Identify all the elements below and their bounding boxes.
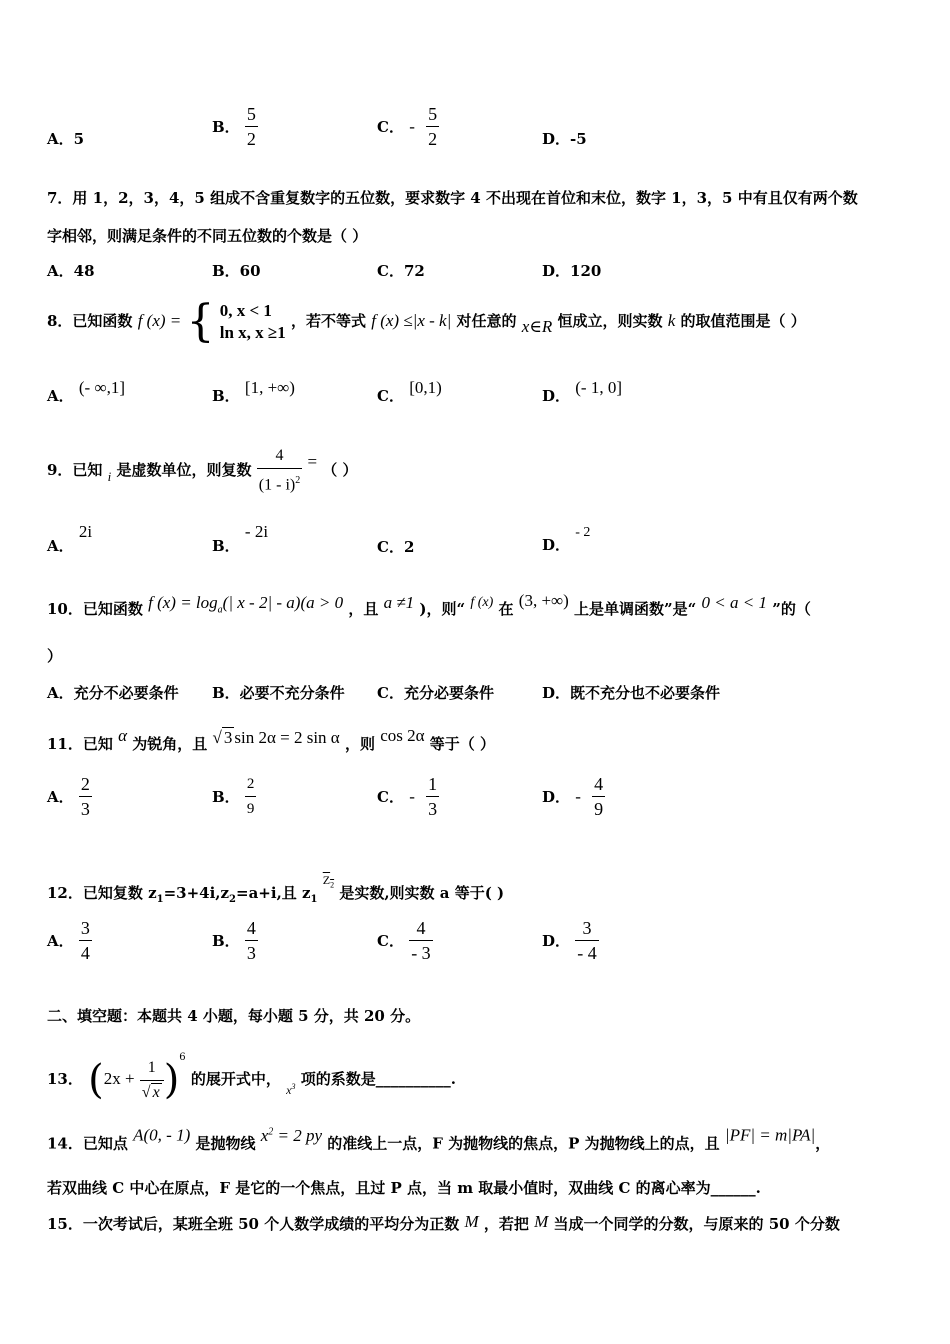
func-main: f (x) = log [148, 593, 218, 612]
q8-mid2: 对任意的 [456, 312, 517, 330]
q13-prefix: 13． [47, 1070, 83, 1088]
denominator: 3 [245, 940, 258, 963]
q14-line2: 若双曲线 C 中心在原点，F 是它的一个焦点，且过 P 点，当 m 取最小值时，双曲线 C 的离心率为______. [47, 1179, 761, 1197]
q12-option-b [212, 918, 258, 963]
sqrt-x: x [152, 1083, 160, 1101]
q6-option-a: A．5 [47, 130, 85, 148]
numerator: 3 [80, 918, 90, 938]
option-label: C． [377, 387, 404, 405]
q15-suffix: 当成一个同学的分数，与原来的 50 个分数 [553, 1215, 840, 1233]
option-label: B． [212, 932, 240, 950]
q13-stem [47, 1030, 456, 1118]
option-value: (- ∞,1] [78, 378, 125, 397]
q14-end: ， [815, 1134, 831, 1153]
parabola [261, 1126, 322, 1145]
piece-1: 0, x < 1 [219, 301, 272, 320]
negative-sign: - [575, 786, 581, 806]
q10-mid3: 在 [498, 600, 514, 618]
q10-mid4: 上是单调函数”是“ [574, 600, 697, 618]
eqn-text: sin 2α = 2 sin α [234, 728, 340, 747]
domain-r: x∈R [521, 317, 553, 336]
q14-mid1: 是抛物线 [195, 1134, 256, 1153]
option-label: A． [47, 387, 74, 405]
q15-prefix: 15．一次考试后，某班全班 50 个人数学成绩的平均分为正数 [47, 1215, 460, 1233]
relation: |PF| = m|PA| [724, 1125, 816, 1145]
piece-2: ln x, x ≥1 [219, 323, 286, 342]
equation: √ 3 sin 2α = 2 sin α [212, 728, 340, 747]
q7-line2: 字相邻，则满足条件的不同五位数的个数是（ ） [47, 227, 368, 245]
variable-m: M [464, 1212, 479, 1231]
equals-sign: = [307, 452, 318, 471]
q8-mid1: ，若不等式 [290, 312, 366, 330]
denominator: 2 [426, 126, 439, 149]
func-rest: (| x - 2| - a)(a > 0 [222, 593, 344, 612]
option-value: 2i [78, 522, 93, 541]
fraction [79, 774, 92, 819]
inequality: f (x) ≤|x - k| [371, 311, 452, 330]
q11-mid2: ，则 [344, 735, 375, 753]
q9-option-d [542, 522, 590, 555]
q8-option-b [212, 378, 295, 406]
fraction [426, 104, 439, 149]
fraction [575, 918, 599, 963]
q15-line1 [47, 1212, 840, 1234]
left-paren: ( [88, 1057, 104, 1103]
option-value: - 2 [575, 525, 591, 540]
denominator: 2 [245, 126, 258, 149]
den-base: (1 - i) [258, 476, 296, 494]
q10-option-d: D．既不充分也不必要条件 [542, 684, 721, 702]
q12-part1: =3+4i,z [163, 884, 230, 902]
alpha: α [118, 726, 128, 745]
numerator: 1 [428, 774, 438, 794]
par-x: x [260, 1125, 269, 1145]
q12-suffix: 是实数,则实数 a 等于( ) [339, 884, 505, 902]
sqrt-value: 3 [223, 728, 233, 747]
section-2-title: 二、填空题：本题共 4 小题，每小题 5 分，共 20 分。 [47, 1007, 421, 1025]
option-value: - 2i [244, 522, 269, 541]
right-paren: ) [163, 1057, 180, 1103]
par-exponent: 2 [268, 1126, 274, 1137]
z-conjugate [322, 873, 335, 890]
numerator: 1 [147, 1058, 156, 1076]
option-label: D． [542, 387, 571, 405]
interval: (3, +∞) [518, 591, 569, 610]
q10-option-b: B．必要不充分条件 [212, 684, 345, 702]
par-rest: = 2 py [273, 1125, 323, 1145]
point-a: A(0, - 1) [133, 1125, 191, 1145]
fraction [245, 104, 258, 149]
q9-option-b [212, 522, 268, 556]
q11-option-d [542, 774, 605, 819]
q13-suffix: 项的系数是__________. [300, 1070, 456, 1088]
q10-suffix: ”的（ [772, 600, 811, 618]
q8-prefix: 8．已知函数 [47, 312, 133, 330]
q11-suffix: 等于（ ） [429, 735, 495, 753]
negative-sign: - [409, 786, 415, 806]
q7-option-d: D．120 [542, 262, 602, 280]
q9-option-c: C．2 [377, 538, 415, 556]
q7-option-c: C．72 [377, 262, 425, 280]
den-exponent: 2 [295, 475, 301, 487]
denominator: - 3 [409, 940, 433, 963]
variable-m-2: M [534, 1212, 549, 1231]
sub-2: 2 [229, 894, 237, 905]
option-label: D． [542, 536, 571, 554]
q7-option-a: A．48 [47, 262, 95, 280]
q8-option-d [542, 378, 622, 406]
q14-line1 [47, 1112, 830, 1164]
exponent: 6 [179, 1052, 186, 1063]
numerator: 2 [80, 774, 90, 794]
function-f: f (x) [470, 595, 494, 610]
fraction [257, 446, 302, 495]
denominator: 4 [79, 940, 92, 963]
q14-mid2: 的准线上一点，F 为抛物线的焦点，P 为抛物线上的点，且 [327, 1134, 720, 1153]
q12-stem [47, 860, 504, 920]
q9-stem [47, 440, 358, 499]
q11-prefix: 11．已知 [47, 735, 113, 753]
q6-option-b [212, 104, 258, 149]
q10-option-a: A．充分不必要条件 [47, 684, 179, 702]
term: 2x + [103, 1069, 135, 1088]
option-label: C． [377, 118, 404, 136]
q7-option-b: B．60 [212, 262, 261, 280]
function-f: f (x) = [137, 311, 182, 330]
variable-k: k [667, 311, 676, 330]
option-value: [1, +∞) [244, 378, 295, 397]
denominator: 3 [426, 796, 439, 819]
piecewise [220, 300, 286, 344]
q9-prefix: 9．已知 [47, 461, 103, 479]
q12-option-a [47, 918, 92, 963]
q11-option-a [47, 774, 92, 819]
q9-suffix: （ ） [322, 461, 358, 479]
q10-line2: ） [47, 647, 63, 665]
numerator: 2 [246, 776, 255, 792]
q10-mid1: ，且 [348, 600, 379, 618]
option-label: A． [47, 537, 74, 555]
q10-stem [47, 586, 811, 625]
q8-option-c [377, 378, 442, 406]
q8-suffix: 恒成立，则实数 [557, 312, 663, 330]
option-label: B． [212, 537, 240, 555]
denominator: 9 [592, 796, 605, 819]
zbar-base: Z [322, 873, 331, 887]
imaginary-i: i [107, 469, 112, 484]
x-exponent: 3 [291, 1082, 296, 1091]
numerator: 5 [428, 104, 438, 124]
option-label: B． [212, 118, 240, 136]
option-label: D． [542, 932, 571, 950]
q12-prefix: 12．已知复数 z [47, 884, 157, 902]
sub-1: 1 [156, 894, 164, 905]
numerator: 5 [246, 104, 256, 124]
q11-option-b [212, 774, 256, 819]
option-value: (- 1, 0] [575, 378, 622, 397]
zbar-sub: 2 [330, 880, 335, 890]
option-value: [0,1) [409, 378, 442, 397]
fraction [245, 774, 257, 819]
log-function [148, 593, 344, 616]
q12-part2: =a+i,且 z [236, 884, 311, 902]
q11-stem [47, 716, 495, 764]
q8-suffix2: 的取值范围是（ ） [680, 312, 806, 330]
numerator: 3 [582, 918, 592, 938]
q12-option-d [542, 918, 599, 963]
denominator: 9 [245, 796, 257, 819]
q7-line1: 7．用 1，2，3，4，5 组成不含重复数字的五位数，要求数字 4 不出现在首位和末位，数字 1，3，5 中有且仅有两个数 [47, 189, 858, 207]
q8-option-a [47, 378, 125, 406]
negative-sign: - [409, 116, 415, 136]
range: 0 < a < 1 [701, 593, 767, 612]
option-label: C． [377, 788, 404, 806]
numerator: 4 [416, 918, 426, 938]
fraction [426, 774, 439, 819]
left-brace: { [186, 296, 215, 347]
denominator: - 4 [575, 940, 599, 963]
denominator: √ x [140, 1080, 164, 1103]
fraction [409, 918, 433, 963]
q12-option-c [377, 918, 433, 963]
x-base: x [286, 1083, 292, 1097]
q14-prefix: 14．已知点 [47, 1134, 128, 1153]
sub-3: 1 [310, 894, 318, 905]
cos-expr: cos 2α [380, 726, 425, 745]
q10-prefix: 10．已知函数 [47, 600, 143, 618]
denominator [257, 468, 302, 495]
q13-mid: 的展开式中， [190, 1070, 281, 1088]
option-label: B． [212, 387, 240, 405]
numerator: 4 [275, 447, 284, 465]
q8-stem [47, 296, 806, 352]
q11-mid1: 为锐角，且 [132, 735, 208, 753]
fraction [245, 918, 258, 963]
q15-mid: ，若把 [483, 1215, 529, 1233]
fraction [140, 1058, 164, 1103]
option-label: A． [47, 788, 74, 806]
q9-option-a [47, 522, 92, 556]
option-label: C． [377, 932, 404, 950]
q10-mid2: )，则“ [419, 600, 466, 618]
numerator: 4 [246, 918, 256, 938]
fraction [592, 774, 605, 819]
fraction [79, 918, 92, 963]
q11-option-c [377, 774, 439, 819]
q6-option-d: D．-5 [542, 130, 587, 148]
log-base: a [217, 604, 223, 616]
denominator: 3 [79, 796, 92, 819]
x-cubed [286, 1083, 295, 1097]
numerator: 4 [594, 774, 604, 794]
option-label: A． [47, 932, 74, 950]
q6-option-c [377, 104, 439, 149]
q10-option-c: C．充分必要条件 [377, 684, 494, 702]
condition: a ≠1 [383, 593, 415, 612]
q9-mid: 是虚数单位，则复数 [116, 461, 252, 479]
option-label: B． [212, 788, 240, 806]
option-label: D． [542, 788, 571, 806]
